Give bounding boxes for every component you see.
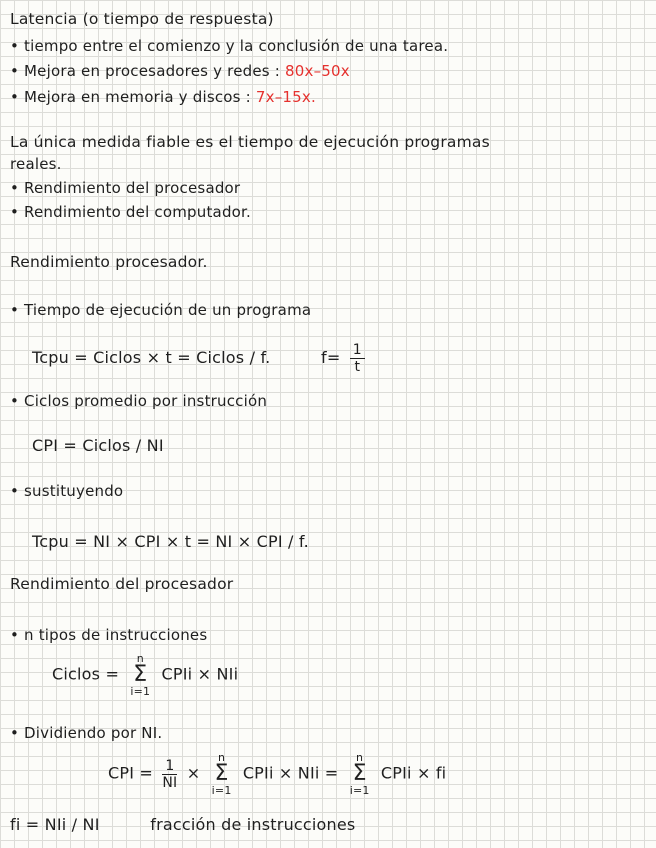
formula-text: f= [321, 348, 341, 367]
summation: n Σ i=1 [130, 652, 151, 698]
medida-bullet-1: • Rendimiento del procesador [10, 179, 241, 197]
bullet-latencia-1 [10, 37, 448, 55]
medida-line-1: La única medida fiable es el tiempo de ejecución programas [10, 133, 490, 151]
bullet-sustituyendo: • sustituyendo [10, 482, 124, 500]
bullet-tipos-instrucciones: • n tipos de instrucciones [10, 626, 208, 644]
highlight-value: 7x–15x. [255, 88, 316, 106]
bullet-ciclos-promedio: • Ciclos promedio por instrucción [10, 392, 268, 410]
heading-rendimiento-del-procesador: Rendimiento del procesador [10, 575, 234, 593]
formula-text: fi = NIi / NI [10, 815, 100, 834]
formula-cpi: CPI = Ciclos / NI [32, 436, 164, 455]
formula-text: CPIi × NIi = [242, 763, 339, 783]
summation: n Σ i=1 [349, 751, 370, 797]
highlight-value: 80x–50x [285, 62, 350, 80]
formula-text: CPI = [108, 763, 154, 783]
formula-cpi-sum [108, 752, 446, 796]
bullet-dividiendo: • Dividiendo por NI. [10, 724, 163, 742]
formula-ciclos-sum [52, 653, 238, 697]
heading-rendimiento-procesador: Rendimiento procesador. [10, 253, 208, 271]
fraction: $\frac{1}{NI}$ [162, 757, 178, 791]
fraction: $\frac{1}{t}$ [350, 343, 365, 374]
formula-text: CPIi × fi [380, 763, 447, 783]
medida-line-2: reales. [10, 155, 62, 173]
bullet-text: • tiempo entre el comienzo y la conclusión de una tarea. [10, 37, 449, 55]
formula-text: Ciclos = [52, 664, 120, 684]
formula-text: CPIi × NIi [161, 664, 239, 684]
footer-description: fracción de instrucciones [150, 815, 356, 834]
formula-tcpu-expanded: Tcpu = NI × CPI × t = NI × CPI / f. [32, 532, 309, 551]
formula-text: Tcpu = Ciclos × t = Ciclos / f. [32, 348, 271, 367]
bullet-tiempo-ejecucion: • Tiempo de ejecución de un programa [10, 301, 312, 319]
heading-latencia: Latencia (o tiempo de respuesta) [10, 10, 274, 28]
formula-text: × [186, 763, 201, 783]
formula-tcpu [32, 343, 369, 374]
medida-bullet-2: • Rendimiento del computador. [10, 203, 252, 221]
footer-fi [10, 815, 355, 834]
bullet-text: • Mejora en procesadores y redes : [10, 62, 285, 80]
bullet-text: • Mejora en memoria y discos : [10, 88, 256, 106]
summation: n Σ i=1 [211, 751, 232, 797]
bullet-latencia-2 [10, 62, 350, 80]
bullet-latencia-3 [10, 88, 316, 106]
